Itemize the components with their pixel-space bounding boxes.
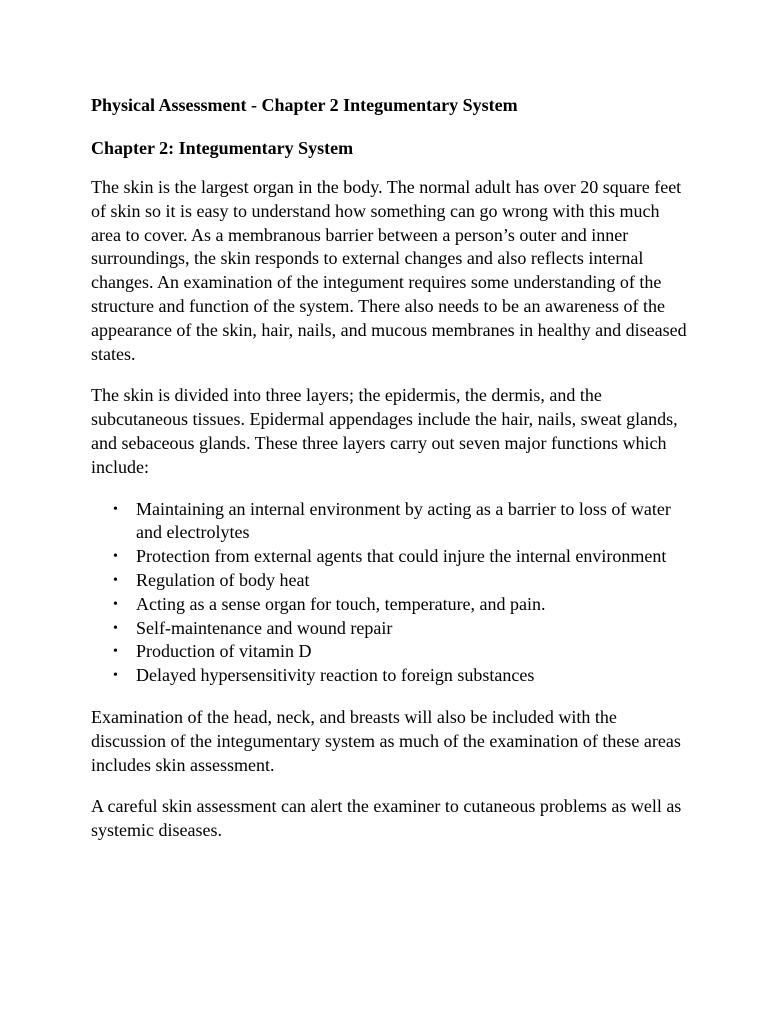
list-item — [113, 498, 691, 546]
layers-paragraph: The skin is divided into three layers; the epidermis, the dermis, and the subcutaneous tissues. Epidermal appendages include the hair, nails, sweat glands, and sebaceous glands. These three layers carry out seven major functions which include: — [91, 385, 678, 477]
assessment-paragraph: A careful skin assessment can alert the examiner to cutaneous problems as well as systemic diseases. — [91, 796, 682, 841]
list-item-text: Delayed hypersensitivity reaction to foreign substances — [136, 665, 535, 686]
bullet-icon: • — [113, 549, 118, 565]
list-item — [113, 640, 691, 664]
bullet-icon: • — [113, 620, 118, 636]
document-title: Physical Assessment - Chapter 2 Integumentary System — [91, 95, 518, 115]
examination-scope-paragraph: Examination of the head, neck, and breasts will also be included with the discussion of the integumentary system as much of the examination of these areas includes skin assessment. — [91, 706, 681, 775]
document-body — [91, 93, 691, 843]
skin-functions-list — [91, 498, 691, 688]
list-item-text: Production of vitamin D — [136, 641, 312, 662]
list-item — [113, 593, 691, 617]
list-item-text: Maintaining an internal environment by acting as a barrier to loss of water and electrolytes — [136, 498, 671, 543]
list-item — [113, 617, 691, 641]
chapter-heading: Chapter 2: Integumentary System — [91, 138, 354, 158]
bullet-icon: • — [113, 501, 118, 517]
list-item-text: Self-maintenance and wound repair — [136, 617, 393, 638]
bullet-icon: • — [113, 644, 118, 660]
bullet-icon: • — [113, 668, 118, 684]
list-item-text: Regulation of body heat — [136, 569, 310, 590]
intro-paragraph: The skin is the largest organ in the body. The normal adult has over 20 square feet of skin so it is easy to understand how something can go wrong with this much area to cover. As a membranous barrier between a person’s outer and inner surroundings, the skin responds to external changes and also reflects internal changes. An examination of the integument requires some understanding of the structure and function of the system. There also needs to be an awareness of the appearance of the skin, hair, nails, and mucous membranes in healthy and diseased states. — [91, 177, 687, 364]
list-item — [113, 664, 691, 688]
bullet-icon: • — [113, 572, 118, 588]
bullet-icon: • — [113, 596, 118, 612]
list-item-text: Protection from external agents that could injure the internal environment — [136, 546, 667, 567]
list-item — [113, 545, 691, 569]
list-item — [113, 569, 691, 593]
list-item-text: Acting as a sense organ for touch, temperature, and pain. — [136, 593, 546, 614]
